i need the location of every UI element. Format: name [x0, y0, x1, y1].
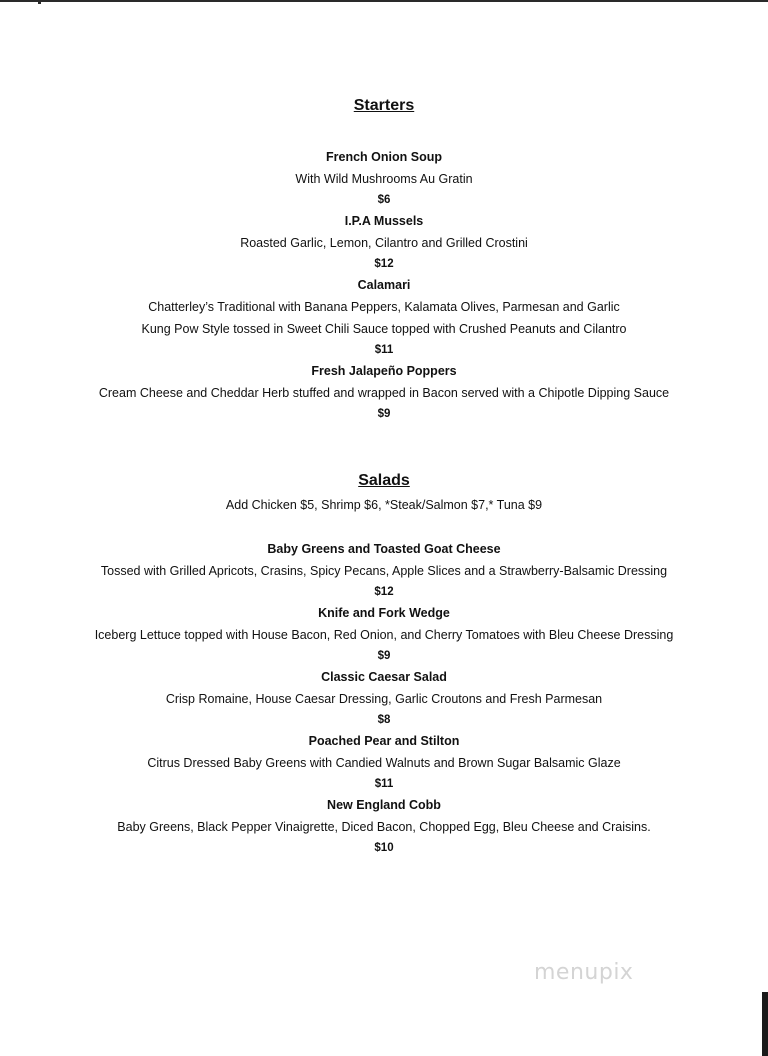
starters-heading: Starters — [353, 97, 415, 114]
item-description: Roasted Garlic, Lemon, Cilantro and Grilled Crostini — [240, 236, 528, 250]
item-description: With Wild Mushrooms Au Gratin — [295, 172, 473, 186]
item-name: New England Cobb — [327, 798, 441, 812]
item-name: Calamari — [357, 278, 411, 292]
menupix-watermark: menupix — [534, 960, 634, 985]
item-price: $11 — [374, 778, 394, 790]
salads-heading: Salads — [358, 472, 410, 489]
item-name: Poached Pear and Stilton — [308, 734, 460, 748]
item-price: $8 — [377, 714, 391, 726]
item-description: Citrus Dressed Baby Greens with Candied Walnuts and Brown Sugar Balsamic Glaze — [147, 756, 621, 770]
item-price: $11 — [374, 344, 394, 356]
item-description: Iceberg Lettuce topped with House Bacon, Red Onion, and Cherry Tomatoes with Bleu Cheese Dressing — [94, 628, 674, 642]
item-description: Kung Pow Style tossed in Sweet Chili Sauce topped with Crushed Peanuts and Cilantro — [141, 322, 627, 336]
item-name: French Onion Soup — [326, 150, 442, 164]
item-price: $6 — [377, 194, 391, 206]
item-description: Chatterley’s Traditional with Banana Peppers, Kalamata Olives, Parmesan and Garlic — [148, 300, 620, 314]
item-description: Tossed with Grilled Apricots, Crasins, Spicy Pecans, Apple Slices and a Strawberry-Balsamic Dressing — [100, 564, 668, 578]
item-name: Fresh Jalapeño Poppers — [311, 364, 457, 378]
item-name: I.P.A Mussels — [344, 214, 424, 228]
item-price: $9 — [377, 408, 391, 420]
item-price: $12 — [374, 258, 394, 270]
item-description: Baby Greens, Black Pepper Vinaigrette, Diced Bacon, Chopped Egg, Bleu Cheese and Craisins. — [117, 820, 651, 834]
salad-addons: Add Chicken $5, Shrimp $6, *Steak/Salmon $7,* Tuna $9 — [225, 498, 543, 512]
item-name: Knife and Fork Wedge — [318, 606, 450, 620]
item-name: Classic Caesar Salad — [321, 670, 447, 684]
item-description: Crisp Romaine, House Caesar Dressing, Garlic Croutons and Fresh Parmesan — [165, 692, 603, 706]
item-description: Cream Cheese and Cheddar Herb stuffed and wrapped in Bacon served with a Chipotle Dipping Sauce — [98, 386, 670, 400]
item-price: $9 — [377, 650, 391, 662]
item-price: $10 — [374, 842, 394, 854]
item-price: $12 — [374, 586, 394, 598]
item-name: Baby Greens and Toasted Goat Cheese — [267, 542, 501, 556]
